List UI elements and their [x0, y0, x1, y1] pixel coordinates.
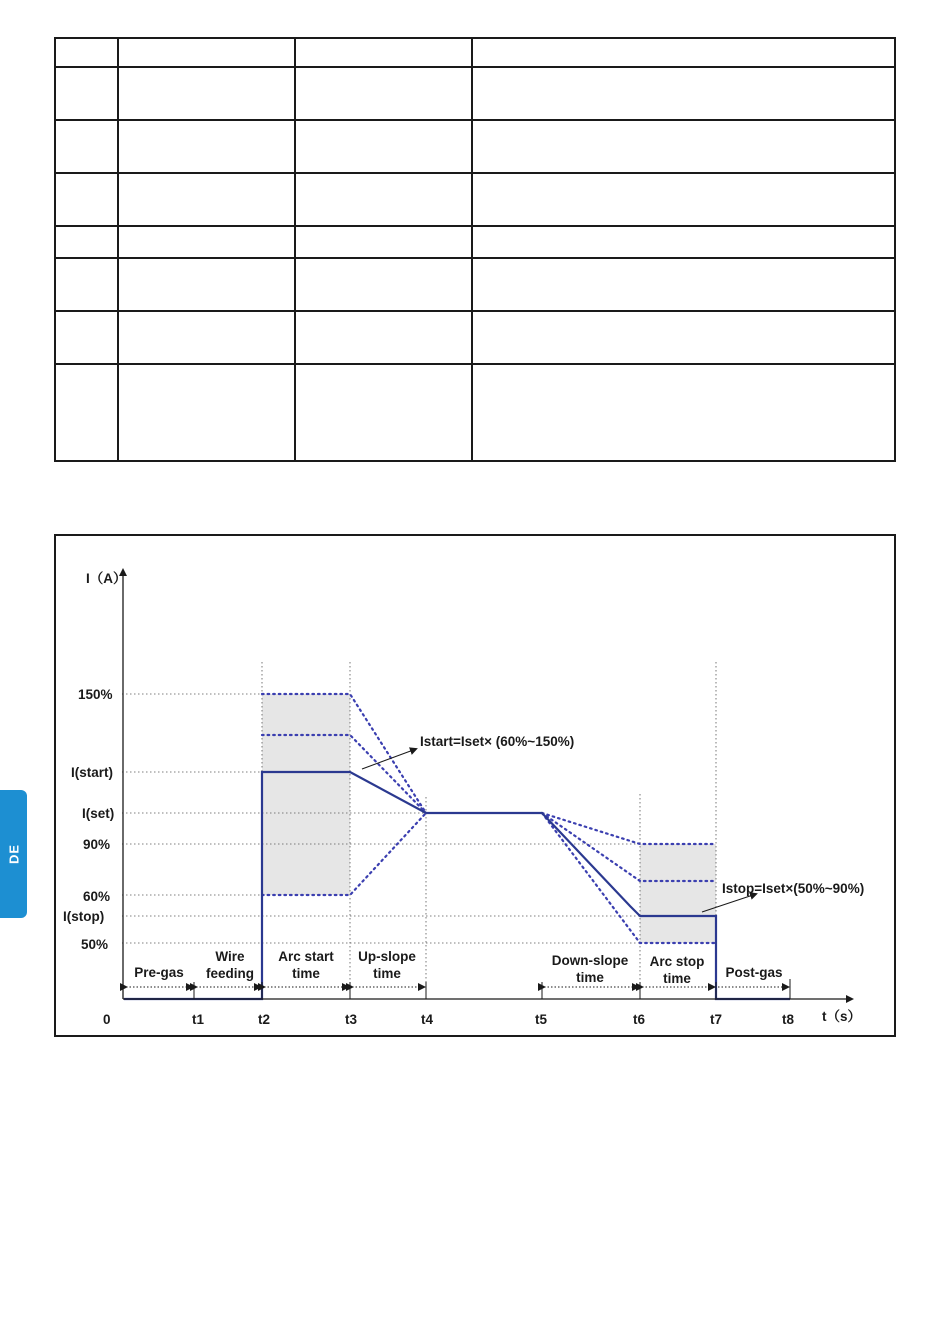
table-row — [55, 226, 895, 258]
phase-label-arcstart-line2: time — [292, 966, 320, 981]
phase-label-wire-line1: Wire — [215, 949, 245, 964]
diagram-svg — [56, 536, 894, 1035]
table-row — [55, 38, 895, 67]
table-cell — [118, 364, 295, 461]
phase-label-wire-line2: feeding — [205, 966, 255, 981]
table-row — [55, 67, 895, 120]
language-tab[interactable] — [0, 790, 27, 918]
welding-current-diagram — [54, 534, 896, 1037]
arc-stop-shaded-zone — [640, 844, 716, 943]
y-label-istart: I(start) — [71, 765, 114, 780]
x-axis-label: t（s） — [822, 1009, 862, 1024]
table-cell — [55, 67, 118, 120]
t-label-t8: t8 — [782, 1012, 795, 1027]
table-cell — [472, 226, 895, 258]
table-cell — [472, 173, 895, 226]
table-cell — [118, 258, 295, 311]
table-cell — [118, 226, 295, 258]
table-cell — [295, 173, 472, 226]
table-cell — [472, 364, 895, 461]
t-label-t7: t7 — [710, 1012, 723, 1027]
y-label-50: 50% — [81, 937, 109, 952]
phase-label-upslope-line1: Up-slope — [358, 949, 416, 964]
t-label-t4: t4 — [421, 1012, 434, 1027]
arc-start-shaded-zone — [262, 694, 350, 895]
phase-label-pregas: Pre-gas — [134, 965, 184, 980]
table-cell — [295, 226, 472, 258]
table-cell — [472, 258, 895, 311]
language-tab-label: DE — [6, 843, 21, 865]
table-row — [55, 173, 895, 226]
phase-label-downslope-line2: time — [576, 970, 604, 985]
t-label-t6: t6 — [633, 1012, 646, 1027]
phase-label-arcstop-line1: Arc stop — [649, 954, 705, 969]
table-cell — [118, 311, 295, 364]
reference-gridlines — [122, 694, 640, 943]
t-label-t3: t3 — [345, 1012, 358, 1027]
table-cell — [118, 173, 295, 226]
y-label-istop: I(stop) — [63, 909, 105, 924]
table-cell — [118, 38, 295, 67]
t-label-t1: t1 — [192, 1012, 205, 1027]
table-cell — [295, 364, 472, 461]
table-row — [55, 311, 895, 364]
phase-label-downslope-line1: Down-slope — [551, 953, 629, 968]
table-cell — [55, 364, 118, 461]
table-cell — [472, 311, 895, 364]
t-label-t5: t5 — [535, 1012, 548, 1027]
table-cell — [55, 258, 118, 311]
table-cell — [55, 311, 118, 364]
phase-label-arcstart-line1: Arc start — [278, 949, 334, 964]
table-cell — [295, 38, 472, 67]
phase-label-upslope-line2: time — [373, 966, 401, 981]
y-label-60: 60% — [83, 889, 111, 904]
table-cell — [118, 67, 295, 120]
y-label-150: 150% — [78, 687, 113, 702]
table-row — [55, 120, 895, 173]
phase-label-arcstop-line2: time — [663, 971, 691, 986]
istop-formula: Istop=Iset×(50%~90%) — [722, 881, 865, 896]
table-row — [55, 258, 895, 311]
t-label-t2: t2 — [258, 1012, 271, 1027]
table-cell — [295, 67, 472, 120]
table-cell — [295, 120, 472, 173]
istart-leader-arrow — [362, 749, 416, 769]
table-cell — [295, 258, 472, 311]
table-cell — [472, 38, 895, 67]
origin-label: 0 — [103, 1012, 111, 1027]
table-cell — [472, 120, 895, 173]
phase-label-postgas: Post-gas — [725, 965, 783, 980]
istart-formula: Istart=Iset× (60%~150%) — [420, 734, 575, 749]
table-cell — [55, 120, 118, 173]
parameter-table — [54, 37, 896, 462]
x-ticks — [194, 979, 790, 999]
table-cell — [472, 67, 895, 120]
table-cell — [55, 38, 118, 67]
table-cell — [55, 173, 118, 226]
table-row — [55, 364, 895, 461]
y-label-iset: I(set) — [82, 806, 115, 821]
y-axis-label: I（A） — [86, 571, 127, 586]
table-cell — [118, 120, 295, 173]
y-label-90: 90% — [83, 837, 111, 852]
table-cell — [55, 226, 118, 258]
table-cell — [295, 311, 472, 364]
